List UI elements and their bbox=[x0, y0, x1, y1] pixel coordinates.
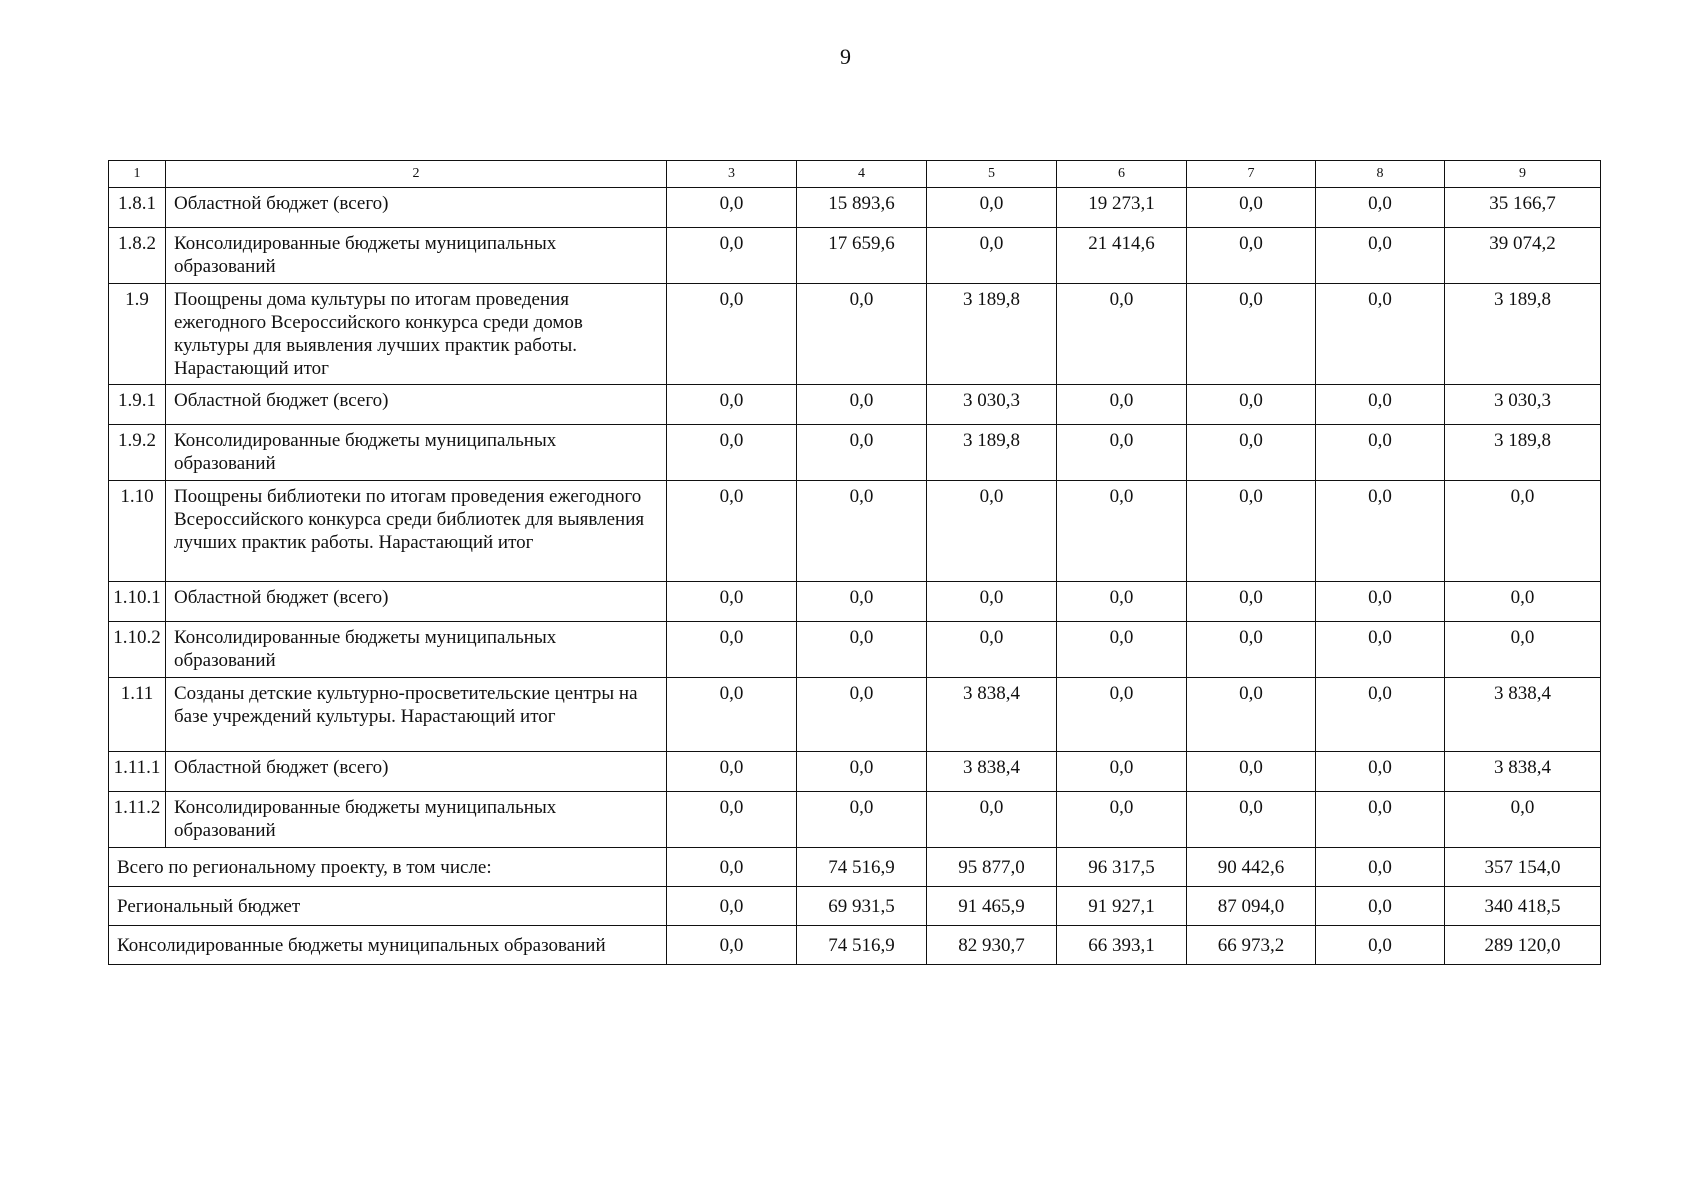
row-value: 3 838,4 bbox=[927, 678, 1057, 752]
row-value: 0,0 bbox=[927, 188, 1057, 228]
total-value: 96 317,5 bbox=[1057, 848, 1187, 887]
total-value: 66 973,2 bbox=[1187, 926, 1316, 965]
row-value: 19 273,1 bbox=[1057, 188, 1187, 228]
row-number: 1.8.2 bbox=[109, 228, 166, 284]
total-row bbox=[109, 926, 1601, 965]
row-value: 0,0 bbox=[927, 582, 1057, 622]
row-name: Консолидированные бюджеты муниципальных образований bbox=[166, 622, 667, 678]
table-row bbox=[109, 678, 1601, 752]
row-value: 0,0 bbox=[1057, 752, 1187, 792]
row-value: 0,0 bbox=[1057, 385, 1187, 425]
row-number: 1.9 bbox=[109, 284, 166, 385]
total-value: 91 465,9 bbox=[927, 887, 1057, 926]
row-number: 1.10.2 bbox=[109, 622, 166, 678]
total-value: 74 516,9 bbox=[797, 926, 927, 965]
row-value: 0,0 bbox=[667, 228, 797, 284]
total-value: 0,0 bbox=[1316, 848, 1445, 887]
total-value: 74 516,9 bbox=[797, 848, 927, 887]
row-value: 3 838,4 bbox=[927, 752, 1057, 792]
table-row bbox=[109, 284, 1601, 385]
table-row bbox=[109, 622, 1601, 678]
row-value: 0,0 bbox=[1316, 622, 1445, 678]
row-value: 0,0 bbox=[797, 582, 927, 622]
row-value: 0,0 bbox=[1316, 678, 1445, 752]
column-header: 1 bbox=[109, 161, 166, 188]
row-number: 1.10.1 bbox=[109, 582, 166, 622]
row-value: 3 030,3 bbox=[927, 385, 1057, 425]
row-value: 0,0 bbox=[1187, 582, 1316, 622]
row-number: 1.9.2 bbox=[109, 425, 166, 481]
row-value: 39 074,2 bbox=[1445, 228, 1601, 284]
row-number: 1.9.1 bbox=[109, 385, 166, 425]
row-value: 0,0 bbox=[1187, 284, 1316, 385]
row-value: 0,0 bbox=[1445, 792, 1601, 848]
total-label: Всего по региональному проекту, в том числе: bbox=[109, 848, 667, 887]
row-value: 0,0 bbox=[1316, 188, 1445, 228]
row-value: 0,0 bbox=[1316, 284, 1445, 385]
table-row bbox=[109, 385, 1601, 425]
row-value: 0,0 bbox=[797, 425, 927, 481]
row-value: 0,0 bbox=[667, 752, 797, 792]
row-value: 0,0 bbox=[1445, 582, 1601, 622]
row-value: 0,0 bbox=[667, 284, 797, 385]
row-value: 15 893,6 bbox=[797, 188, 927, 228]
row-value: 0,0 bbox=[667, 678, 797, 752]
row-value: 0,0 bbox=[1057, 284, 1187, 385]
total-value: 69 931,5 bbox=[797, 887, 927, 926]
row-value: 0,0 bbox=[667, 481, 797, 582]
row-value: 3 189,8 bbox=[927, 284, 1057, 385]
total-value: 90 442,6 bbox=[1187, 848, 1316, 887]
column-header: 3 bbox=[667, 161, 797, 188]
row-value: 0,0 bbox=[927, 228, 1057, 284]
total-value: 66 393,1 bbox=[1057, 926, 1187, 965]
total-value: 91 927,1 bbox=[1057, 887, 1187, 926]
row-value: 3 838,4 bbox=[1445, 678, 1601, 752]
row-value: 0,0 bbox=[797, 678, 927, 752]
row-name: Областной бюджет (всего) bbox=[166, 752, 667, 792]
row-value: 21 414,6 bbox=[1057, 228, 1187, 284]
row-value: 0,0 bbox=[1316, 481, 1445, 582]
total-value: 95 877,0 bbox=[927, 848, 1057, 887]
row-value: 0,0 bbox=[797, 284, 927, 385]
row-value: 3 189,8 bbox=[1445, 284, 1601, 385]
column-header: 6 bbox=[1057, 161, 1187, 188]
page-number: 9 bbox=[840, 44, 851, 69]
row-value: 0,0 bbox=[667, 622, 797, 678]
row-value: 0,0 bbox=[1187, 188, 1316, 228]
row-value: 0,0 bbox=[1187, 481, 1316, 582]
row-value: 0,0 bbox=[667, 792, 797, 848]
row-value: 0,0 bbox=[667, 425, 797, 481]
total-value: 357 154,0 bbox=[1445, 848, 1601, 887]
row-value: 0,0 bbox=[1316, 582, 1445, 622]
row-value: 0,0 bbox=[1445, 481, 1601, 582]
column-header: 5 bbox=[927, 161, 1057, 188]
total-value: 87 094,0 bbox=[1187, 887, 1316, 926]
row-value: 0,0 bbox=[1187, 752, 1316, 792]
column-header: 7 bbox=[1187, 161, 1316, 188]
row-value: 0,0 bbox=[1445, 622, 1601, 678]
table-row bbox=[109, 188, 1601, 228]
row-value: 0,0 bbox=[1316, 752, 1445, 792]
total-row bbox=[109, 887, 1601, 926]
table-row bbox=[109, 792, 1601, 848]
row-value: 0,0 bbox=[1057, 425, 1187, 481]
table-row bbox=[109, 425, 1601, 481]
row-number: 1.11.1 bbox=[109, 752, 166, 792]
total-value: 289 120,0 bbox=[1445, 926, 1601, 965]
row-value: 3 189,8 bbox=[927, 425, 1057, 481]
total-value: 0,0 bbox=[1316, 887, 1445, 926]
row-number: 1.8.1 bbox=[109, 188, 166, 228]
total-value: 0,0 bbox=[667, 848, 797, 887]
row-value: 0,0 bbox=[1316, 228, 1445, 284]
row-value: 0,0 bbox=[1057, 582, 1187, 622]
row-value: 0,0 bbox=[1057, 678, 1187, 752]
row-value: 17 659,6 bbox=[797, 228, 927, 284]
row-number: 1.10 bbox=[109, 481, 166, 582]
row-value: 0,0 bbox=[1187, 622, 1316, 678]
table-row bbox=[109, 582, 1601, 622]
table-row bbox=[109, 228, 1601, 284]
row-value: 0,0 bbox=[667, 582, 797, 622]
total-value: 340 418,5 bbox=[1445, 887, 1601, 926]
row-value: 35 166,7 bbox=[1445, 188, 1601, 228]
row-value: 3 030,3 bbox=[1445, 385, 1601, 425]
row-value: 0,0 bbox=[797, 752, 927, 792]
row-value: 0,0 bbox=[1187, 678, 1316, 752]
total-label: Консолидированные бюджеты муниципальных образований bbox=[109, 926, 667, 965]
row-value: 0,0 bbox=[797, 385, 927, 425]
row-number: 1.11 bbox=[109, 678, 166, 752]
total-value: 0,0 bbox=[667, 926, 797, 965]
row-name: Областной бюджет (всего) bbox=[166, 385, 667, 425]
row-value: 3 189,8 bbox=[1445, 425, 1601, 481]
row-value: 0,0 bbox=[667, 188, 797, 228]
row-name: Консолидированные бюджеты муниципальных образований bbox=[166, 425, 667, 481]
total-value: 82 930,7 bbox=[927, 926, 1057, 965]
row-value: 0,0 bbox=[1187, 792, 1316, 848]
row-value: 0,0 bbox=[1187, 425, 1316, 481]
budget-table bbox=[108, 160, 1601, 965]
row-name: Поощрены библиотеки по итогам проведения ежегодного Всероссийского конкурса среди библиотек для выявления лучших практик работы. Нарастающий итог bbox=[166, 481, 667, 582]
column-header: 4 bbox=[797, 161, 927, 188]
column-header-row bbox=[109, 161, 1601, 188]
column-header: 8 bbox=[1316, 161, 1445, 188]
row-value: 0,0 bbox=[1316, 385, 1445, 425]
total-row bbox=[109, 848, 1601, 887]
column-header: 9 bbox=[1445, 161, 1601, 188]
row-value: 0,0 bbox=[1316, 425, 1445, 481]
total-value: 0,0 bbox=[1316, 926, 1445, 965]
row-value: 0,0 bbox=[1187, 385, 1316, 425]
row-value: 0,0 bbox=[927, 622, 1057, 678]
row-value: 0,0 bbox=[1057, 622, 1187, 678]
row-value: 0,0 bbox=[1187, 228, 1316, 284]
row-value: 0,0 bbox=[1316, 792, 1445, 848]
table-row bbox=[109, 752, 1601, 792]
row-name: Консолидированные бюджеты муниципальных образований bbox=[166, 792, 667, 848]
row-value: 0,0 bbox=[1057, 481, 1187, 582]
table-row bbox=[109, 481, 1601, 582]
row-value: 0,0 bbox=[797, 481, 927, 582]
row-number: 1.11.2 bbox=[109, 792, 166, 848]
row-name: Консолидированные бюджеты муниципальных образований bbox=[166, 228, 667, 284]
row-value: 0,0 bbox=[797, 622, 927, 678]
row-name: Областной бюджет (всего) bbox=[166, 582, 667, 622]
row-value: 0,0 bbox=[667, 385, 797, 425]
row-name: Созданы детские культурно-просветительские центры на базе учреждений культуры. Нарастающий итог bbox=[166, 678, 667, 752]
row-value: 3 838,4 bbox=[1445, 752, 1601, 792]
row-name: Областной бюджет (всего) bbox=[166, 188, 667, 228]
row-value: 0,0 bbox=[927, 792, 1057, 848]
total-label: Региональный бюджет bbox=[109, 887, 667, 926]
row-value: 0,0 bbox=[1057, 792, 1187, 848]
row-value: 0,0 bbox=[927, 481, 1057, 582]
total-value: 0,0 bbox=[667, 887, 797, 926]
table-body bbox=[109, 161, 1601, 965]
row-name: Поощрены дома культуры по итогам проведения ежегодного Всероссийского конкурса среди домов культуры для выявления лучших практик работы. Нарастающий итог bbox=[166, 284, 667, 385]
column-header: 2 bbox=[166, 161, 667, 188]
row-value: 0,0 bbox=[797, 792, 927, 848]
